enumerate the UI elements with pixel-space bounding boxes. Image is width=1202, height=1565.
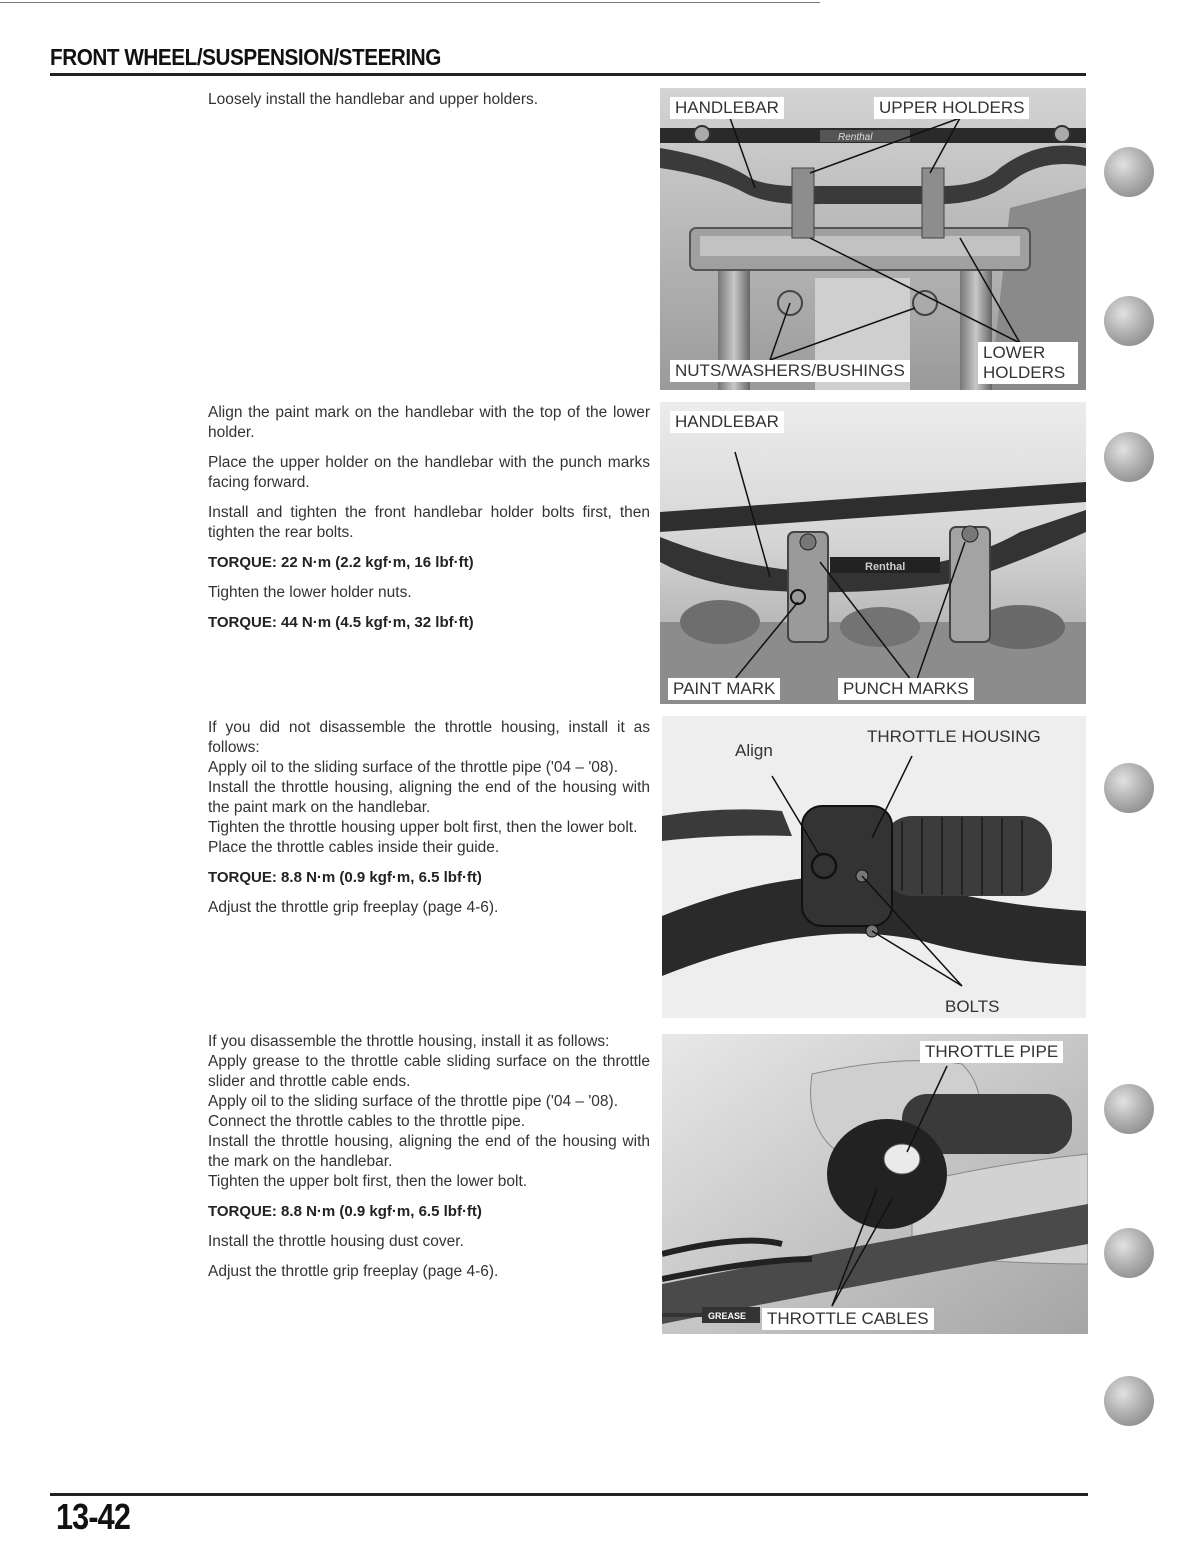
photo-throttle-housing-drawing bbox=[662, 716, 1086, 1018]
binder-hole-2 bbox=[1104, 296, 1154, 346]
text-apply-grease: Apply grease to the throttle cable sliding surface on the throttle slider and throttle cable ends. bbox=[208, 1053, 650, 1090]
footer-rule bbox=[50, 1493, 1088, 1496]
photo-throttle-housing bbox=[662, 716, 1086, 1018]
grease-icon-text: GREASE bbox=[708, 1311, 747, 1321]
step-text: Loosely install the handlebar and upper holders. bbox=[208, 91, 539, 108]
text-upper-holder: Place the upper holder on the handlebar with the punch marks facing forward. bbox=[208, 454, 650, 491]
photo-handlebar-holders bbox=[660, 88, 1086, 390]
section-title: FRONT WHEEL/SUSPENSION/STEERING bbox=[50, 44, 441, 70]
text-intro-disassembled: If you disassemble the throttle housing, install it as follows: bbox=[208, 1033, 610, 1050]
top-edge-rule bbox=[0, 2, 820, 3]
renthal-logo-1: Renthal bbox=[838, 132, 873, 143]
binder-hole-1 bbox=[1104, 147, 1154, 197]
binder-hole-3 bbox=[1104, 432, 1154, 482]
page-header bbox=[50, 44, 1090, 71]
label-nuts-washers-bushings: NUTS/WASHERS/BUSHINGS bbox=[670, 360, 910, 382]
torque-spec-2: TORQUE: 44 N·m (4.5 kgf·m, 32 lbf·ft) bbox=[208, 614, 474, 631]
label-punch-marks: PUNCH MARKS bbox=[838, 678, 974, 700]
text-apply-oil-2: Apply oil to the sliding surface of the throttle pipe ('04 – '08). bbox=[208, 1093, 619, 1110]
text-apply-oil: Apply oil to the sliding surface of the throttle pipe ('04 – '08). bbox=[208, 759, 619, 776]
text-connect-cables: Connect the throttle cables to the throttle pipe. bbox=[208, 1113, 526, 1130]
text-lower-nuts: Tighten the lower holder nuts. bbox=[208, 584, 412, 601]
binder-hole-6 bbox=[1104, 1228, 1154, 1278]
label-handlebar-2: HANDLEBAR bbox=[670, 411, 784, 433]
label-lower-holders: LOWER HOLDERS bbox=[978, 342, 1078, 384]
torque-spec-4: TORQUE: 8.8 N·m (0.9 kgf·m, 6.5 lbf·ft) bbox=[208, 1203, 482, 1220]
label-throttle-pipe: THROTTLE PIPE bbox=[920, 1041, 1063, 1063]
step-throttle-not-disassembled bbox=[208, 718, 650, 928]
text-install-housing-2: Install the throttle housing, aligning the end of the housing with the mark on the handlebar. bbox=[208, 1133, 650, 1170]
label-paint-mark: PAINT MARK bbox=[668, 678, 780, 700]
torque-spec-3: TORQUE: 8.8 N·m (0.9 kgf·m, 6.5 lbf·ft) bbox=[208, 869, 482, 886]
text-tighten-housing: Tighten the throttle housing upper bolt first, then the lower bolt. bbox=[208, 819, 638, 836]
text-install-housing: Install the throttle housing, aligning the end of the housing with the paint mark on the handlebar. bbox=[208, 779, 650, 816]
text-tighten-bolts-2: Tighten the upper bolt first, then the lower bolt. bbox=[208, 1173, 528, 1190]
torque-spec-1: TORQUE: 22 N·m (2.2 kgf·m, 16 lbf·ft) bbox=[208, 554, 474, 571]
page-number: 13-42 bbox=[56, 1496, 131, 1537]
label-upper-holders: UPPER HOLDERS bbox=[874, 97, 1029, 119]
step-align-paint-mark bbox=[208, 403, 650, 643]
binder-hole-7 bbox=[1104, 1376, 1154, 1426]
label-bolts: BOLTS bbox=[945, 997, 1000, 1016]
photo-paint-mark bbox=[660, 402, 1086, 704]
text-adjust-freeplay-2: Adjust the throttle grip freeplay (page 4-6). bbox=[208, 1263, 499, 1280]
photo-throttle-pipe-drawing bbox=[662, 1034, 1088, 1334]
label-align: Align bbox=[735, 741, 773, 760]
label-handlebar: HANDLEBAR bbox=[670, 97, 784, 119]
renthal-logo-2: Renthal bbox=[865, 561, 906, 573]
text-adjust-freeplay-1: Adjust the throttle grip freeplay (page 4-6). bbox=[208, 899, 499, 916]
text-align-paint: Align the paint mark on the handlebar with the top of the lower holder. bbox=[208, 404, 650, 441]
label-throttle-cables: THROTTLE CABLES bbox=[762, 1308, 934, 1330]
header-rule bbox=[50, 73, 1086, 76]
photo-throttle-pipe bbox=[662, 1034, 1088, 1334]
text-tighten-bolts: Install and tighten the front handlebar holder bolts first, then tighten the rear bolts. bbox=[208, 504, 650, 541]
step-throttle-disassembled bbox=[208, 1032, 650, 1292]
text-dust-cover: Install the throttle housing dust cover. bbox=[208, 1233, 464, 1250]
binder-hole-4 bbox=[1104, 763, 1154, 813]
label-throttle-housing: THROTTLE HOUSING bbox=[867, 727, 1041, 746]
step-loosely-install bbox=[208, 90, 650, 120]
photo-paint-mark-drawing bbox=[660, 402, 1086, 704]
text-intro-not-disassembled: If you did not disassemble the throttle housing, install it as follows: bbox=[208, 719, 650, 756]
binder-hole-5 bbox=[1104, 1084, 1154, 1134]
text-cables-guide: Place the throttle cables inside their guide. bbox=[208, 839, 500, 856]
